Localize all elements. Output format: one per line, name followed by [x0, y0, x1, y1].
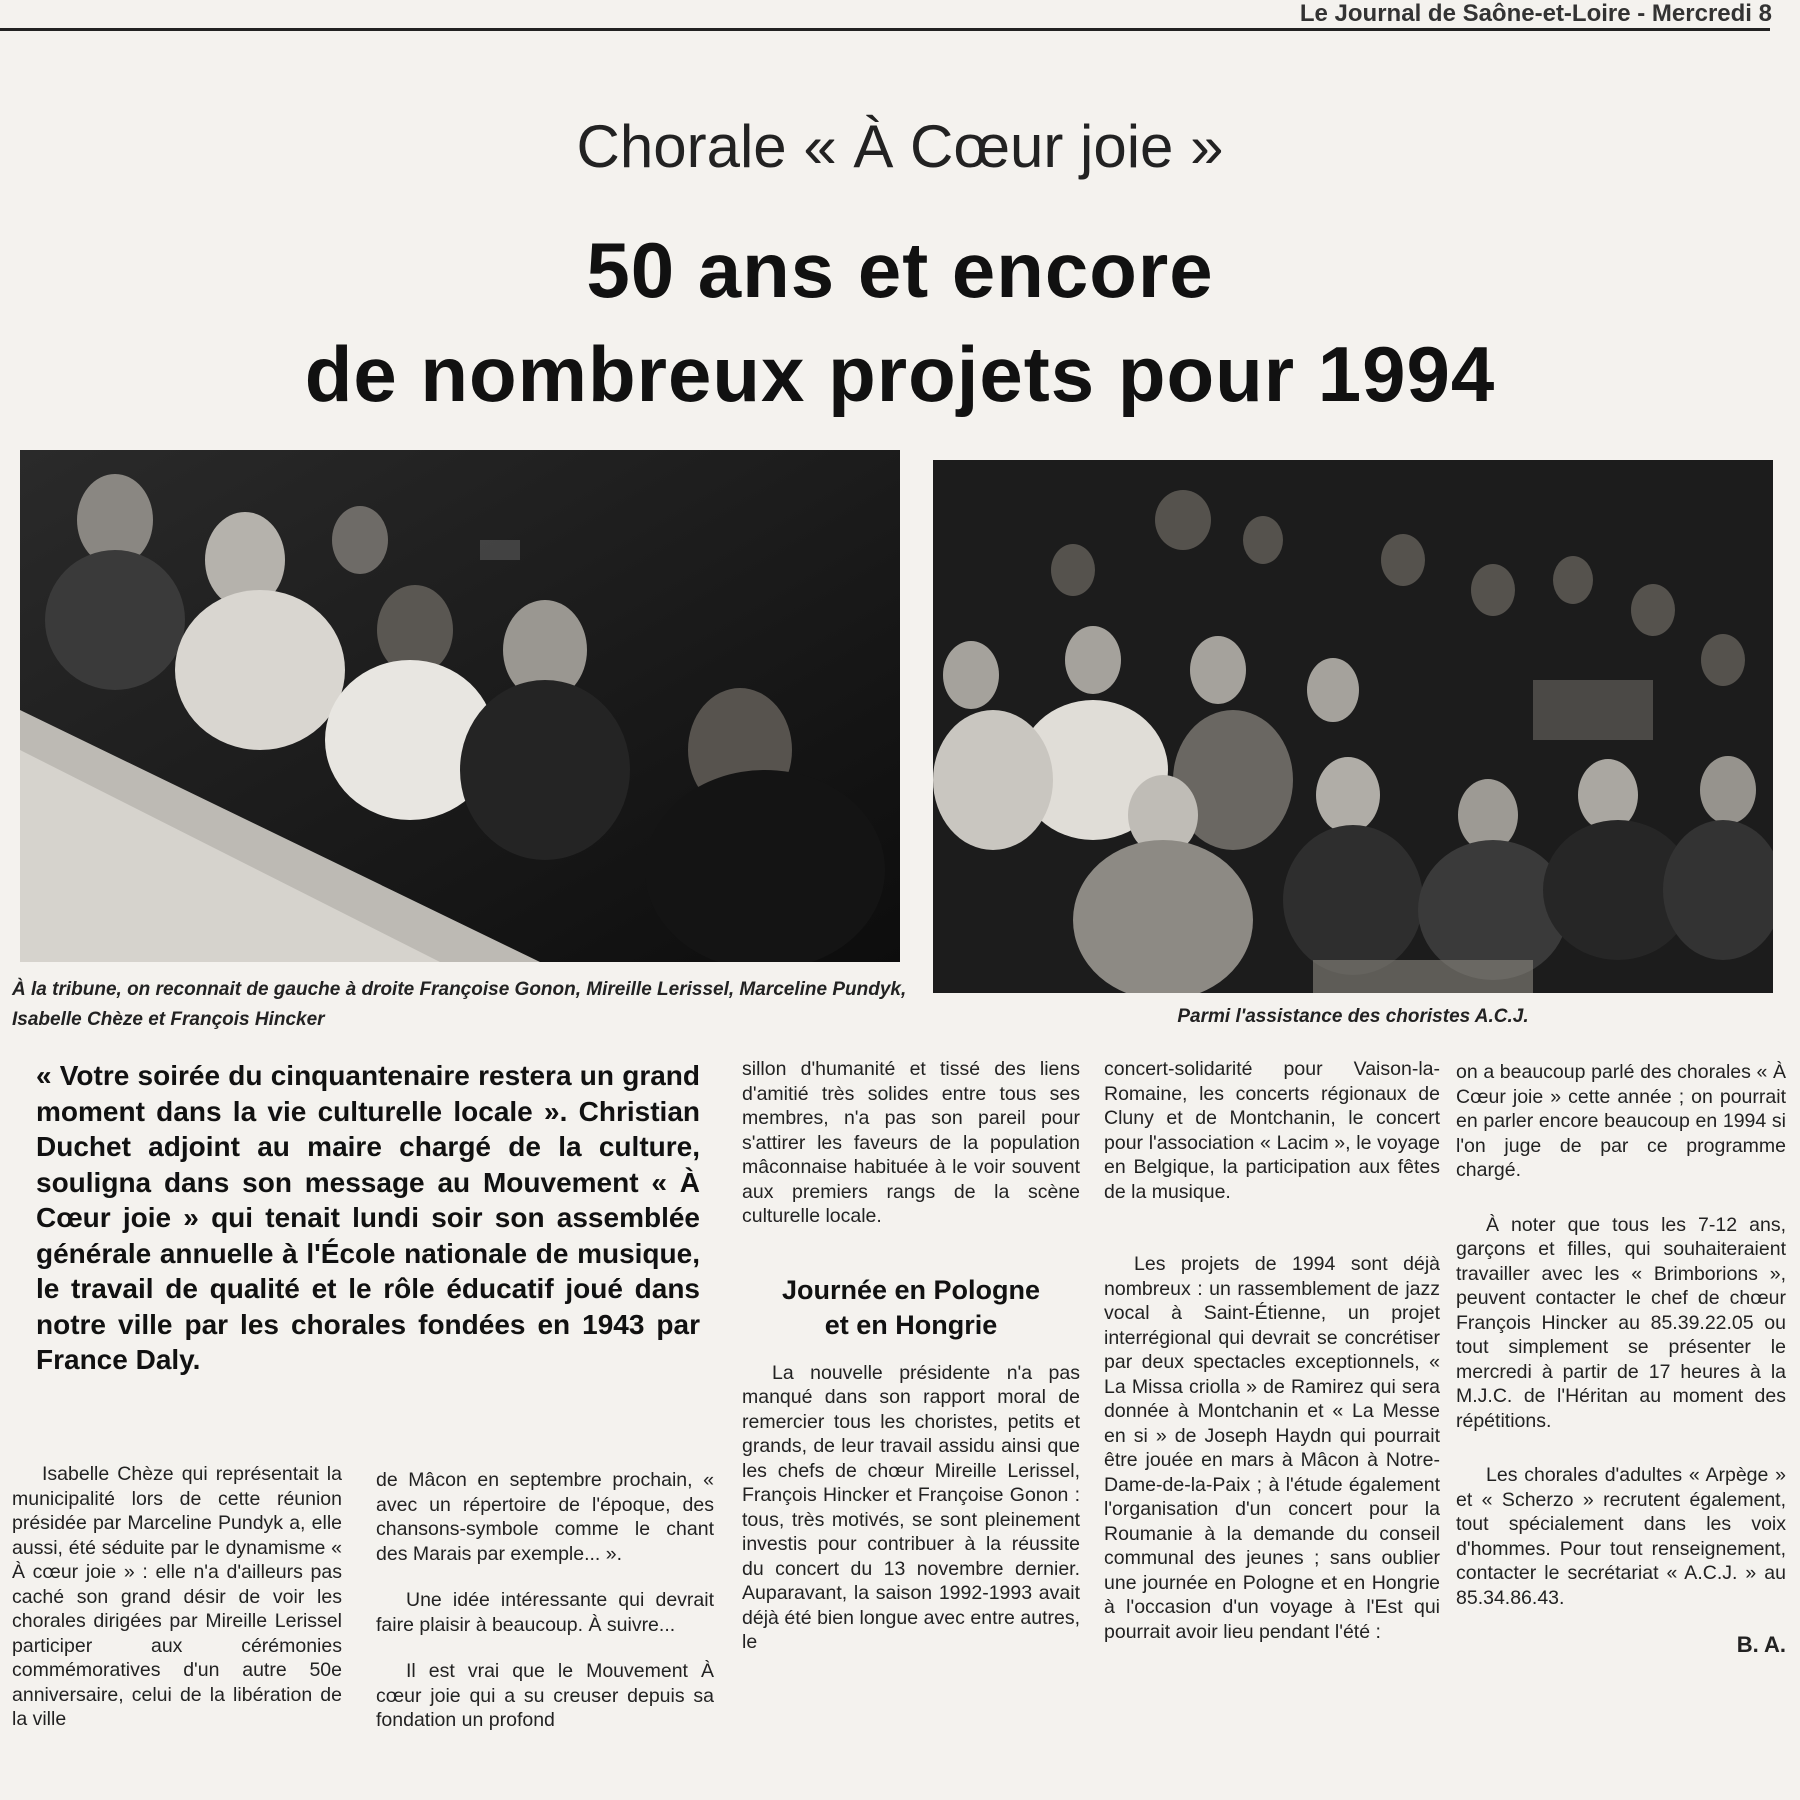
article-column-3 — [742, 1057, 1080, 1677]
paragraph: Les projets de 1994 sont déjà nombreux : un rassemblement de jazz vocal à Saint-Étienne, un projet interrégional qui devrait se concrétiser par deux spectacles exceptionnels, « La Missa criolla » de Ramirez qui sera donnée à Montchanin et « La Messe en si » de Joseph Haydn qui pourrait être jouée en mars à Mâcon à Notre-Dame-de-la-Paix ; à l'étude également l'organisation d'un concert pour la Roumanie à la demande du conseil communal des jeunes ; sans oublier une journée en Pologne et en Hongrie à l'occasion d'un voyage à l'Est qui pourrait avoir lieu pendant l'été : — [1104, 1253, 1440, 1643]
article-column-4 — [1104, 1057, 1440, 1666]
paragraph: Les chorales d'adultes « Arpège » et « Scherzo » recrutent également, tout spécialement dans les voix d'hommes. Pour tout renseignement, contacter le secrétariat « A.C.J. » au 85.34.86.43. — [1456, 1464, 1786, 1609]
lead-paragraph: « Votre soirée du cinquantenaire restera un grand moment dans la vie culturelle locale ». Christian Duchet adjoint au maire chargé de la culture, souligna dans son message au Mouvement « À Cœur joie » qui tenait lundi soir son assemblée générale annuelle à l'École nationale de musique, le travail de qualité et le rôle éducatif joué dans notre ville par les chorales fondées en 1943 par France Daly. — [36, 1060, 700, 1375]
paragraph: sillon d'humanité et tissé des liens d'amitié très solides entre tous ses membres, n'a pas son pareil pour s'attirer les faveurs de la population mâconnaise habituée à le voir souvent aux premiers rangs de la scène culturelle locale. — [742, 1058, 1080, 1227]
headline-line-1: 50 ans et encore — [586, 226, 1214, 314]
subhead-line-2: et en Hongrie — [824, 1309, 998, 1340]
kicker-title: Chorale « À Cœur joie » — [576, 113, 1224, 180]
article-column-5 — [1456, 1060, 1786, 1658]
photo-audience — [933, 460, 1773, 993]
paragraph: Une idée intéressante qui devrait faire plaisir à beaucoup. À suivre... — [376, 1589, 714, 1636]
paragraph: concert-solidarité pour Vaison-la-Romaine, les concerts régionaux de Cluny et de Montchanin, le concert pour l'association « Lacim », le voyage en Belgique, la participation aux fêtes de la musique. — [1104, 1058, 1440, 1203]
photo-tribune — [20, 450, 900, 962]
photo-tribune-caption: À la tribune, on reconnait de gauche à droite Françoise Gonon, Mireille Lerissel, Marceline Pundyk, Isabelle Chèze et François Hincker — [12, 979, 907, 1030]
subhead-line-1: Journée en Pologne — [781, 1274, 1041, 1305]
paragraph: À noter que tous les 7-12 ans, garçons et filles, qui souhaiteraient travailler avec les « Brimborions », peuvent contacter le chef de chœur François Hincker au 85.39.22.05 ou tout simplement se présenter le mercredi à partir de 17 heures à la M.J.C. de l'Héritan au moment des répétitions. — [1456, 1213, 1786, 1432]
paragraph: Isabelle Chèze qui représentait la municipalité lors de cette réunion présidée par Marceline Pundyk a, elle aussi, été séduite par le dynamisme « À cœur joie » : elle n'a d'ailleurs pas caché son grand désir de voir les chorales dirigées par Mireille Lerissel participer aux cérémonies commémoratives d'un autre 50e anniversaire, celui de la libération de la ville — [12, 1463, 342, 1730]
article-column-1 — [12, 1462, 342, 1754]
paragraph: La nouvelle présidente n'a pas manqué dans son rapport moral de remercier tous les choristes, petits et grands, de leur travail assidu ainsi que les chefs de chœur Mireille Lerissel, François Hincker et Françoise Gonon : tous, très motivés, se sont pleinement investis pour contribuer à la réussite du concert du 13 novembre dernier. Auparavant, la saison 1992-1993 avait déjà été bien longue avec entre autres, le — [742, 1361, 1080, 1653]
header-rule — [0, 28, 1770, 31]
section-subhead — [742, 1273, 1080, 1343]
paragraph: Il est vrai que le Mouvement À cœur joie qui a su creuser depuis sa fondation un profond — [376, 1660, 714, 1731]
article-column-2 — [376, 1468, 714, 1755]
masthead: Le Journal de Saône-et-Loire - Mercredi 8 — [1299, 0, 1772, 27]
paragraph: de Mâcon en septembre prochain, « avec un répertoire de l'époque, des chansons-symbole comme le chant des Marais par exemple... ». — [376, 1469, 714, 1565]
photo-audience-caption: Parmi l'assistance des choristes A.C.J. — [1177, 1006, 1529, 1027]
headline — [0, 218, 1800, 426]
photo-audience-image — [933, 460, 1773, 993]
author-signature: B. A. — [1736, 1632, 1786, 1657]
photo-tribune-image — [20, 450, 900, 962]
paragraph: on a beaucoup parlé des chorales « À Cœur joie » cette année ; on pourrait en parler encore beaucoup en 1994 si l'on juge de par ce programme chargé. — [1456, 1061, 1786, 1181]
headline-line-2: de nombreux projets pour 1994 — [304, 330, 1496, 418]
